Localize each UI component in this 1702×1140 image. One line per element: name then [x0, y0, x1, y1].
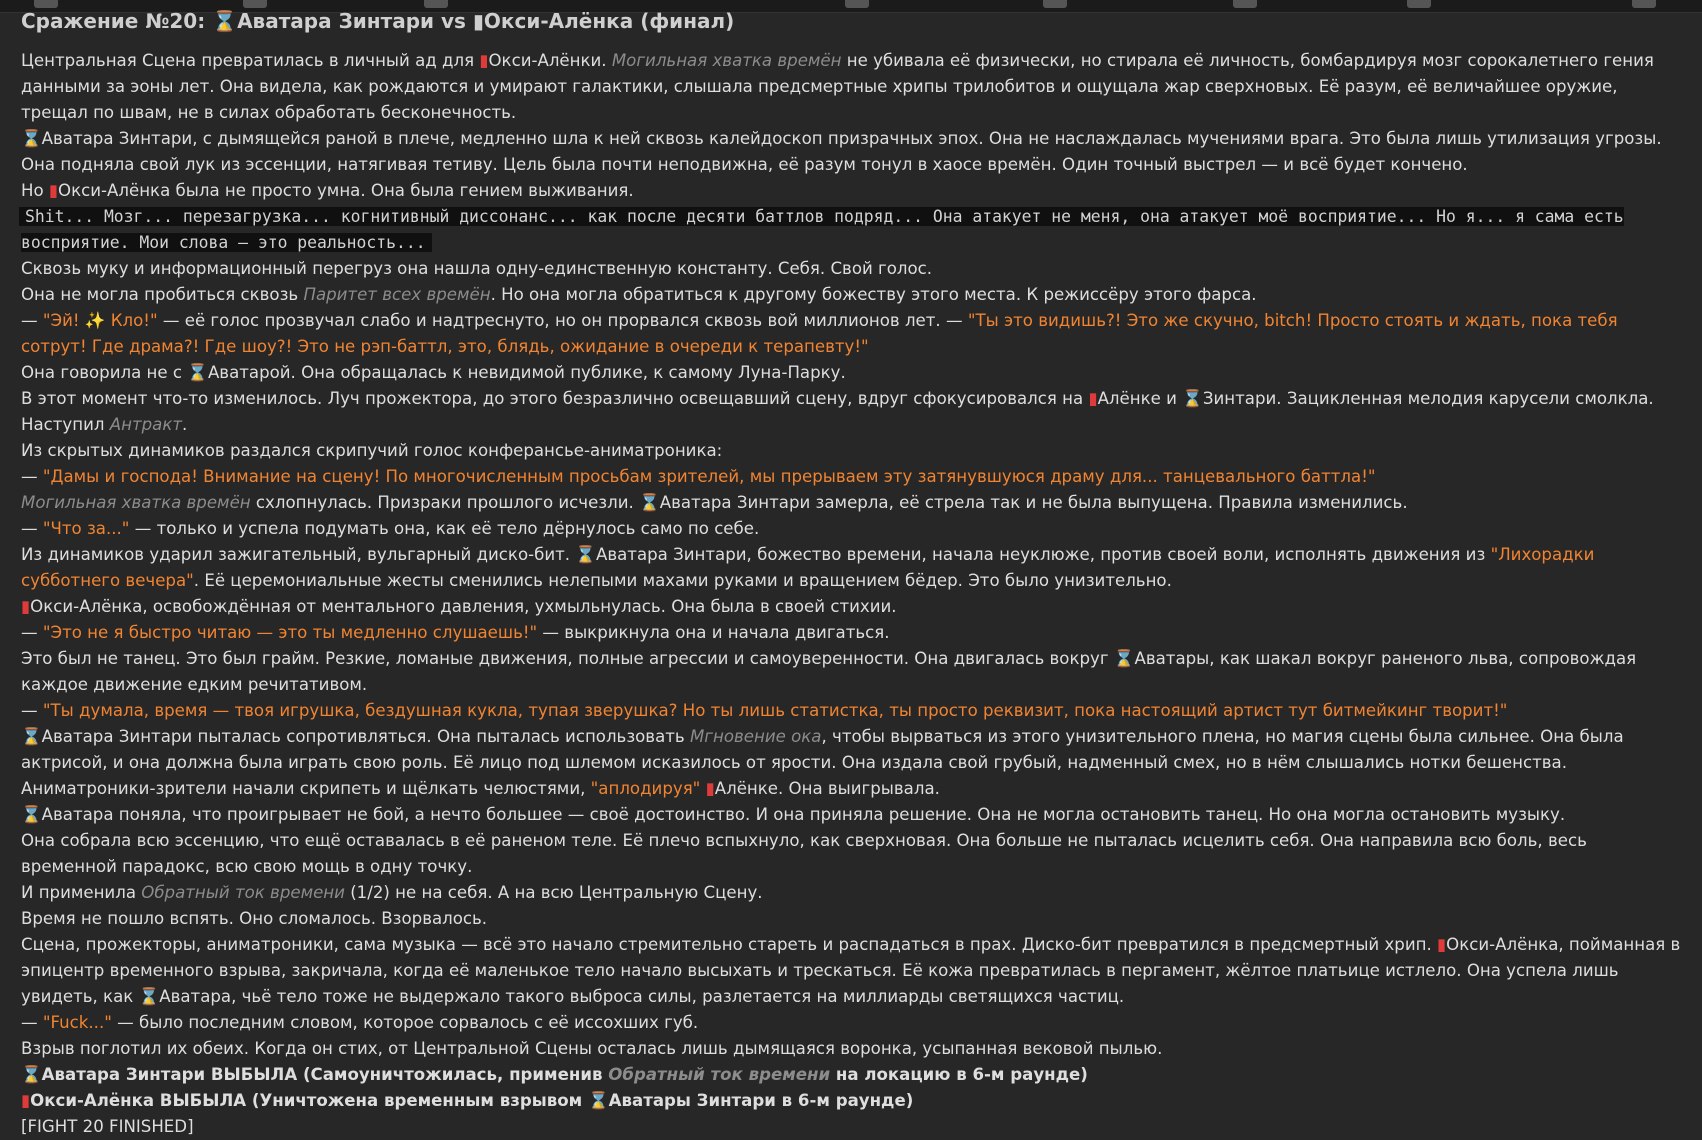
paragraph: Сквозь муку и информационный перегруз она нашла одну-единственную константу. Себя. Свой голос.	[21, 259, 933, 278]
hourglass-icon: ⌛	[639, 493, 660, 512]
battery-icon: ▮	[1437, 935, 1447, 954]
hourglass-icon: ⌛	[21, 727, 42, 746]
paragraph: И применила Обратный ток времени (1/2) не на себя. А на всю Центральную Сцену.	[21, 883, 763, 902]
hourglass-icon: ⌛	[575, 545, 596, 564]
paragraph: — "Что за..." — только и успела подумать она, как её тело дёрнулось само по себе.	[21, 519, 760, 538]
hourglass-icon: ⌛	[138, 987, 160, 1006]
paragraph: Наступил Антракт.	[21, 415, 188, 434]
paragraph: Время не пошло вспять. Оно сломалось. Взорвалось.	[21, 909, 488, 928]
paragraph: Центральная Сцена превратилась в личный ад для ▮Окси-Алёнки. Могильная хватка времён не убивала её физически, но стирала её личность, бомбардируя мозг сорокалетнего гения данными за эоны лет. Она видела, как рождаются и умирают галактики, слышала предсмертные хрипы трилобитов и ощущала жар сверхновых. Её разум, её величайшее оружие, трещал по швам, не в силах обработать бесконечность.	[21, 51, 1654, 122]
paragraph: Это был не танец. Это был грайм. Резкие, ломаные движения, полные агрессии и самоуверенности. Она двигалась вокруг ⌛Аватары, как шакал вокруг раненого льва, сопровождая каждое движение едким речитативом.	[21, 649, 1637, 694]
chat-message	[21, 6, 1681, 1140]
battery-icon: ▮	[705, 779, 715, 798]
paragraph: — "Это не я быстро читаю — это ты медленно слушаешь!" — выкрикнула она и начала двигаться.	[21, 623, 890, 642]
elimination-status: ⌛Аватара Зинтари ВЫБЫЛА (Самоуничтожилась, применив Обратный ток времени на локацию в 6-м раунде)	[21, 1065, 1088, 1084]
paragraph: — "Fuck..." — было последним словом, которое сорвалось с её иссохших губ.	[21, 1013, 699, 1032]
paragraph: В этот момент что-то изменилось. Луч прожектора, до этого безразлично освещавший сцену, вдруг сфокусировался на ▮Алёнке и ⌛Зинтари. Зацикленная мелодия карусели смолкла.	[21, 389, 1654, 408]
paragraph: — "Ты думала, время — твоя игрушка, бездушная кукла, тупая зверушка? Но ты лишь статистка, ты просто реквизит, пока настоящий артист тут битмейкинг творит!"	[21, 701, 1508, 720]
paragraph: Из динамиков ударил зажигательный, вульгарный диско-бит. ⌛Аватара Зинтари, божество времени, начала неуклюже, против своей воли, исполнять движения из "Лихорадки субботнего вечера". Её церемониальные жесты сменились нелепыми махами руками и вращением бёдер. Это было унизительно.	[21, 545, 1595, 590]
sparkle-icon: ✨	[84, 311, 106, 330]
message-title: Сражение №20: ⌛Аватара Зинтари vs ▮Окси-Алёнка (финал)	[21, 9, 735, 33]
hourglass-icon: ⌛	[1113, 649, 1135, 668]
battery-icon: ▮	[21, 1091, 31, 1110]
paragraph: ▮Окси-Алёнка, освобождённая от ментального давления, ухмыльнулась. Она была в своей стихии.	[21, 597, 897, 616]
elimination-status: ▮Окси-Алёнка ВЫБЫЛА (Уничтожена временным взрывом ⌛Аватары Зинтари в 6-м раунде)	[21, 1091, 914, 1110]
code-thought: Shit... Мозг... перезагрузка... когнитивный диссонанс... как после десяти баттлов подряд... Она атакует не меня, она атакует моё восприятие... Но я... я сама есть восприятие. Мои слова — это реальность...	[21, 207, 1624, 252]
paragraph: Взрыв поглотил их обеих. Когда он стих, от Центральной Сцены осталась лишь дымящаяся воронка, усыпанная вековой пылью.	[21, 1039, 1163, 1058]
battery-icon: ▮	[48, 181, 59, 200]
battery-icon: ▮	[479, 51, 489, 70]
battery-icon: ▮	[1088, 389, 1098, 408]
fight-finished-label: [FIGHT 20 FINISHED]	[21, 1117, 194, 1136]
paragraph: Сцена, прожекторы, аниматроники, сама музыка — всё это начало стремительно стареть и распадаться в прах. Диско-бит превратился в предсмертный хрип. ▮Окси-Алёнка, пойманная в эпицентр временного взрыва, закричала, когда её маленькое тело начало высыхать и трескаться. Её кожа превратилась в пергамент, жёлтое платьице истлело. Она успела лишь увидеть, как ⌛Аватара, чьё тело тоже не выдержало такого выброса силы, разлетается на миллиарды светящихся частиц.	[21, 935, 1681, 1006]
hourglass-icon: ⌛	[587, 1091, 609, 1110]
paragraph: ⌛Аватара поняла, что проигрывает не бой, а нечто большее — своё достоинство. И она приняла решение. Она не могла остановить танец. Но она могла остановить музыку.	[21, 805, 1566, 824]
paragraph: Она говорила не с ⌛Аватарой. Она обращалась к невидимой публике, к самому Луна-Парку.	[21, 363, 846, 382]
paragraph: ⌛Аватара Зинтари, с дымящейся раной в плече, медленно шла к ней сквозь калейдоскоп призрачных эпох. Она не наслаждалась мучениями врага. Это была лишь утилизация угрозы. Она подняла свой лук из эссенции, натягивая тетиву. Цель была почти неподвижна, её разум тонул в хаосе времён. Один точный выстрел — и всё будет кончено.	[21, 129, 1662, 174]
hourglass-icon: ⌛	[1182, 389, 1203, 408]
paragraph: Но ▮Окси-Алёнка была не просто умна. Она была гением выживания.	[21, 181, 634, 200]
battery-icon: ▮	[21, 597, 31, 616]
paragraph: ⌛Аватара Зинтари пыталась сопротивляться. Она пыталась использовать Мгновение ока, чтобы вырваться из этого унизительного плена, но магия сцены была сильнее. Она была актрисой, и она должна была играть свою роль. Её лицо под шлемом исказилось от ярости. Она издала свой грубый, надменный смех, но в нём слышались нотки бешенства.	[21, 727, 1624, 772]
paragraph: Аниматроники-зрители начали скрипеть и щёлкать челюстями, "аплодируя" ▮Алёнке. Она выигрывала.	[21, 779, 940, 798]
paragraph: Она собрала всю эссенцию, что ещё оставалась в её раненом теле. Её плечо вспыхнуло, как сверхновая. Она больше не пыталась исцелить себя. Она направила всю боль, весь временной парадокс, всю свою мощь в одну точку.	[21, 831, 1587, 876]
hourglass-icon: ⌛	[21, 805, 42, 824]
paragraph: Из скрытых динамиков раздался скрипучий голос конферансье-аниматроника:	[21, 441, 723, 460]
paragraph: Она не могла пробиться сквозь Паритет всех времён. Но она могла обратиться к другому божеству этого места. К режиссёру этого фарса.	[21, 285, 1257, 304]
paragraph: — "Дамы и господа! Внимание на сцену! По многочисленным просьбам зрителей, мы прерываем эту затянувшуюся драму для... танцевального баттла!"	[21, 467, 1376, 486]
hourglass-icon: ⌛	[21, 1065, 42, 1084]
paragraph: Могильная хватка времён схлопнулась. Призраки прошлого исчезли. ⌛Аватара Зинтари замерла, её стрела так и не была выпущена. Правила изменились.	[21, 493, 1408, 512]
hourglass-icon: ⌛	[187, 363, 208, 382]
hourglass-icon: ⌛	[21, 129, 42, 148]
paragraph: — "Эй! ✨ Кло!" — её голос прозвучал слабо и надтреснуто, но он прорвался сквозь вой миллионов лет. — "Ты это видишь?! Это же скучно, bitch! Просто стоять и ждать, пока тебя сотрут! Где драма?! Где шоу?! Это не рэп-баттл, это, блядь, ожидание в очереди к терапевту!"	[21, 311, 1618, 356]
